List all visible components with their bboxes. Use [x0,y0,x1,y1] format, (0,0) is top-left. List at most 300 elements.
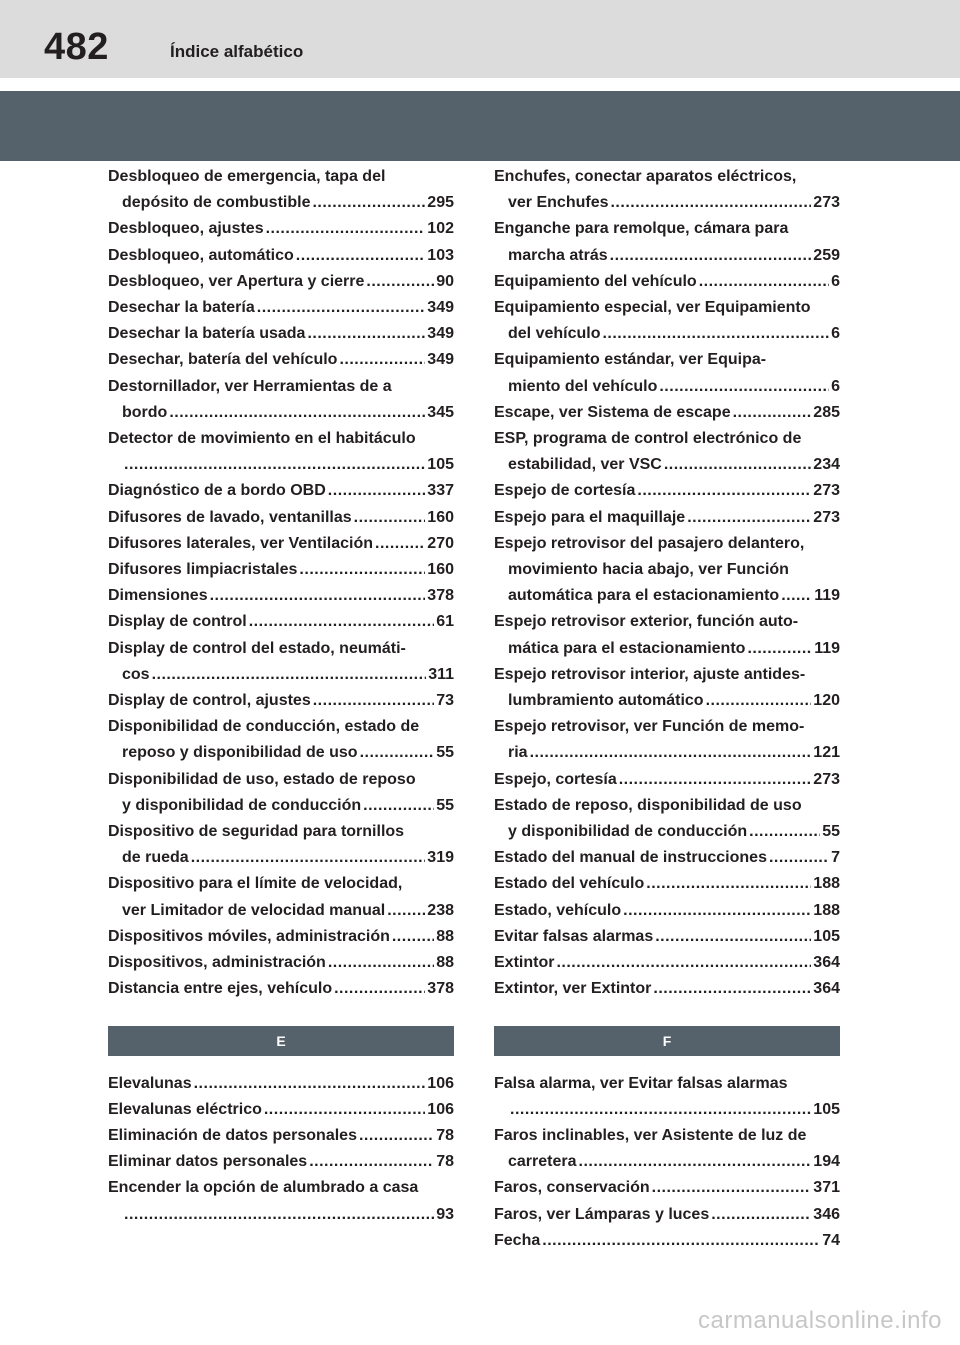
index-entry-text: del vehículo [508,325,601,343]
index-entry-line [494,924,840,950]
index-entry-text: Desbloqueo, ajustes [108,220,264,238]
index-entry-line [494,400,840,426]
index-entry-text: movimiento hacia abajo, ver Función [508,561,789,579]
index-entry-continuation [494,243,840,269]
index-entry-line [108,216,454,242]
index-entry [494,767,840,793]
index-entry-continuation [494,1097,840,1123]
index-page-number: 319 [427,849,454,867]
index-entry [494,950,840,976]
index-page-number: 55 [436,796,454,814]
dot-leader [556,950,811,976]
dot-leader [749,819,820,845]
index-entry [108,688,454,714]
index-entry [108,714,454,766]
index-entry [494,164,840,216]
dot-leader [659,374,829,400]
index-entry-line [108,1149,454,1175]
index-entry [108,557,454,583]
right-entries [494,164,840,1003]
index-entry-continuation [494,636,840,662]
dot-leader [312,190,425,216]
index-entry [494,924,840,950]
index-entry-line [108,714,454,740]
header-band [0,91,960,161]
index-page-number: 273 [813,194,840,212]
index-page-number: 55 [436,744,454,762]
index-page-number: 90 [436,272,454,290]
index-page-number: 102 [427,220,454,238]
index-entry [108,216,454,242]
index-entry-line [494,164,840,190]
dot-leader [296,243,426,269]
section-header-f: F [494,1026,840,1056]
index-page-number: 88 [436,954,454,972]
index-page-number: 349 [427,325,454,343]
index-entry-line [108,924,454,950]
dot-leader [191,845,426,871]
index-entry [108,1071,454,1097]
index-entry-text: Desechar la batería usada [108,325,306,343]
index-entry [494,478,840,504]
index-entry-line [108,583,454,609]
index-entry-line [108,243,454,269]
index-entry-line [494,976,840,1002]
index-page-number: 188 [813,875,840,893]
index-entry-text: Equipamiento estándar, ver Equipa- [494,351,767,369]
index-page-number: 121 [813,744,840,762]
index-entry [108,609,454,635]
index-page-number: 364 [813,980,840,998]
index-page-number: 273 [813,482,840,500]
dot-leader [354,505,426,531]
index-entry-line [494,531,840,557]
index-entry-text: Espejo para el maquillaje [494,508,686,526]
dot-leader [652,1175,812,1201]
dot-leader [510,1097,811,1123]
index-page-number: 6 [831,272,840,290]
index-entry-line [494,609,840,635]
index-page-number: 119 [814,587,840,605]
index-entry-text: Estado de reposo, disponibilidad de uso [494,796,802,814]
dot-leader [687,505,811,531]
dot-leader [210,583,426,609]
index-entry [108,1175,454,1227]
index-entry [494,426,840,478]
index-entry-text: Difusores limpiacristales [108,561,298,579]
dot-leader [152,662,427,688]
index-page-number: 337 [427,482,454,500]
index-entry [494,662,840,714]
dot-leader [124,452,425,478]
dot-leader [328,950,434,976]
index-entry-text: carretera [508,1153,577,1171]
dot-leader [307,321,425,347]
index-page-number: 93 [436,1205,454,1223]
index-entry [494,898,840,924]
index-entry-text: Extintor, ver Extintor [494,980,652,998]
index-entry [494,1123,840,1175]
index-entry [108,295,454,321]
index-entry-line [494,714,840,740]
index-entry-continuation [494,819,840,845]
index-entry-line [494,1175,840,1201]
index-entry-continuation [108,662,454,688]
index-page-number: 7 [831,849,840,867]
index-entry-text: de rueda [122,849,189,867]
index-entry-text: depósito de combustible [122,194,311,212]
index-entry-line [494,950,840,976]
index-page-number: 160 [427,508,454,526]
index-entry-text: Encender la opción de alumbrado a casa [108,1179,419,1197]
index-entry-text: Dispositivo de seguridad para tornillos [108,823,405,841]
index-entry-continuation [494,321,840,347]
index-entry-continuation [494,557,840,583]
index-page-number: 273 [813,508,840,526]
index-entry-line [108,505,454,531]
index-entry-line [108,636,454,662]
left-column [108,164,454,1228]
index-entry-continuation [108,740,454,766]
index-page-number: 346 [813,1205,840,1223]
dot-leader [646,871,811,897]
index-entry-text: Faros inclinables, ver Asistente de luz de [494,1126,807,1144]
index-page-number: 349 [427,299,454,317]
index-page-number: 349 [427,351,454,369]
index-entry [494,793,840,845]
dot-leader [375,531,425,557]
index-entry [108,819,454,871]
index-entry-continuation [108,452,454,478]
index-entry-line [494,793,840,819]
dot-leader [664,452,811,478]
index-entry-line [494,478,840,504]
index-entry-continuation [494,1149,840,1175]
index-entry-line [108,1071,454,1097]
index-entry-line [494,295,840,321]
index-entry-text: Escape, ver Sistema de escape [494,403,731,421]
index-entry [494,400,840,426]
index-entry-text: Evitar falsas alarmas [494,927,654,945]
dot-leader [266,216,426,242]
index-entry-line [494,1071,840,1097]
index-entry-line [108,374,454,400]
dot-leader [328,478,426,504]
index-page-number: 311 [428,665,454,683]
index-entry-line [494,505,840,531]
dot-leader [610,243,812,269]
index-entry-line [108,478,454,504]
index-entry [494,871,840,897]
index-entry-line [494,1228,840,1254]
index-entry-text: Estado, vehículo [494,901,622,919]
page-header-bar [0,0,960,78]
index-entry-text: Espejo retrovisor del pasajero delantero, [494,534,805,552]
index-page-number: 295 [427,194,454,212]
index-page-number: 238 [427,901,454,919]
dot-leader [334,976,425,1002]
index-entry [108,164,454,216]
index-entry [108,505,454,531]
index-entry-text: Elevalunas eléctrico [108,1100,262,1118]
dot-leader [313,688,434,714]
page-number: 482 [44,26,109,68]
index-entry-text: Enchufes, conectar aparatos eléctricos, [494,168,797,185]
index-page-number: 74 [822,1231,840,1249]
index-entry-line [108,1097,454,1123]
index-entry-line [494,1202,840,1228]
index-entry-text: Dispositivos, administración [108,954,326,972]
index-entry-text: Espejo, cortesía [494,770,617,788]
index-entry-text: Estado del manual de instrucciones [494,849,767,867]
index-entry [494,295,840,347]
dot-leader [623,898,811,924]
index-page-number: 6 [831,377,840,395]
index-entry [108,976,454,1002]
index-entry-text: Dispositivo para el límite de velocidad, [108,875,403,893]
index-entry-text: cos [122,665,150,683]
index-page-number: 345 [427,403,454,421]
dot-leader [366,269,434,295]
dot-leader [602,321,829,347]
index-page-number: 61 [436,613,454,631]
index-entry [108,1149,454,1175]
index-entry-text: Eliminar datos personales [108,1153,308,1171]
dot-leader [339,347,425,373]
index-entry-text: Elevalunas [108,1074,192,1092]
index-entry-text: Falsa alarma, ver Evitar falsas alarmas [494,1074,788,1092]
index-page-number: 106 [427,1074,454,1092]
index-entry [108,1123,454,1149]
index-entry-line [108,321,454,347]
dot-leader [619,767,812,793]
index-entry-text: Disponibilidad de conducción, estado de [108,718,420,736]
index-entry [494,714,840,766]
index-entry [494,347,840,399]
index-page-number: 55 [822,823,840,841]
index-entry-line [494,216,840,242]
index-entry [494,505,840,531]
index-entry-continuation [494,374,840,400]
index-entry-line [108,767,454,793]
index-entry-line [108,609,454,635]
dot-leader [264,1097,425,1123]
index-entry-line [108,557,454,583]
dot-leader [769,845,829,871]
index-entry-line [108,976,454,1002]
index-entry [108,924,454,950]
dot-leader [124,1202,434,1228]
index-entry-line [108,531,454,557]
index-entry-continuation [494,688,840,714]
index-page-number: 106 [427,1100,454,1118]
index-entry-text: Destornillador, ver Herramientas de a [108,377,392,395]
index-entry [494,845,840,871]
section-header-e: E [108,1026,454,1056]
index-entry-line [108,164,454,190]
index-entry-line [108,1123,454,1149]
index-page-number: 378 [427,980,454,998]
index-entry-text: Display de control [108,613,247,631]
index-entry-line [494,269,840,295]
index-entry [494,216,840,268]
index-entry-text: y disponibilidad de conducción [508,823,748,841]
dot-leader [747,636,812,662]
index-entry-line [108,347,454,373]
index-entry [494,609,840,661]
index-page-number: 78 [436,1153,454,1171]
index-entry [494,976,840,1002]
index-entry-text: mática para el estacionamiento [508,639,746,657]
index-entry-text: bordo [122,403,168,421]
index-entry-text: lumbramiento automático [508,692,704,710]
right-column [494,164,840,1254]
index-page-number: 234 [813,456,840,474]
index-entry-text: Display de control del estado, neumáti- [108,639,406,657]
index-page-number: 270 [427,534,454,552]
index-entry [108,767,454,819]
index-page-number: 378 [427,587,454,605]
index-entry-text: ESP, programa de control electrónico de [494,430,802,448]
index-entry-line [108,819,454,845]
dot-leader [257,295,426,321]
index-entry-text: ria [508,744,528,762]
index-entry-text: Equipamiento especial, ver Equipamiento [494,299,811,317]
index-entry-text: Desbloqueo, ver Apertura y cierre [108,272,365,290]
dot-leader [363,793,434,819]
index-entry [108,374,454,426]
index-entry [108,531,454,557]
index-entry-line [108,295,454,321]
dot-leader [706,688,812,714]
dot-leader [392,924,434,950]
index-entry-text: Desbloqueo de emergencia, tapa del [108,168,386,185]
index-entry-continuation [108,1202,454,1228]
index-entry-text: Faros, ver Lámparas y luces [494,1205,710,1223]
index-entry-continuation [494,452,840,478]
index-entry [108,871,454,923]
index-page-number: 273 [813,770,840,788]
index-page-number: 119 [814,639,840,657]
index-entry-text: Fecha [494,1231,541,1249]
dot-leader [309,1149,434,1175]
index-entry-text: y disponibilidad de conducción [122,796,362,814]
index-entry-line [494,347,840,373]
left-section-entries [108,1071,454,1228]
index-entry [108,1097,454,1123]
index-entry-continuation [108,190,454,216]
index-entry-text: Espejo de cortesía [494,482,636,500]
index-entry-text: Dispositivos móviles, administración [108,927,390,945]
dot-leader [530,740,812,766]
index-entry [494,269,840,295]
index-entry-text: Desechar la batería [108,299,255,317]
index-page-number: 6 [831,325,840,343]
dot-leader [249,609,435,635]
index-entry-line [494,871,840,897]
dot-leader [169,400,425,426]
dot-leader [360,740,435,766]
index-entry-line [494,898,840,924]
index-entry-text: Detector de movimiento en el habitáculo [108,430,416,448]
index-entry-text: Extintor [494,954,555,972]
dot-leader [699,269,829,295]
index-entry [494,1202,840,1228]
index-entry [108,478,454,504]
index-entry [108,243,454,269]
index-page-number: 105 [427,456,454,474]
index-entry-text: Difusores laterales, ver Ventilación [108,534,374,552]
dot-leader [194,1071,426,1097]
index-entry [108,583,454,609]
index-entry-text: Equipamiento del vehículo [494,272,697,290]
index-entry-text: ver Limitador de velocidad manual [122,901,386,919]
index-page-number: 73 [436,692,454,710]
index-entry-line [494,1123,840,1149]
index-page-number: 285 [813,403,840,421]
dot-leader [711,1202,811,1228]
index-page-number: 194 [813,1153,840,1171]
index-entry-text: Faros, conservación [494,1179,650,1197]
index-entry-text: Desechar, batería del vehículo [108,351,338,369]
index-entry-text: Diagnóstico de a bordo OBD [108,482,326,500]
index-page-number: 120 [813,692,840,710]
index-entry-line [494,767,840,793]
index-entry-text: reposo y disponibilidad de uso [122,744,358,762]
index-entry [108,950,454,976]
dot-leader [655,924,811,950]
index-entry-continuation [494,740,840,766]
index-page-number: 371 [813,1179,840,1197]
page-title: Índice alfabético [170,42,304,61]
index-entry-text: Dimensiones [108,587,208,605]
index-entry-text: ver Enchufes [508,194,609,212]
index-page-number: 105 [813,927,840,945]
index-entry-line [108,688,454,714]
index-entry-line [494,662,840,688]
index-page-number: 259 [813,246,840,264]
index-entry-text: Estado del vehículo [494,875,645,893]
index-entry-continuation [108,400,454,426]
index-entry-text: Enganche para remolque, cámara para [494,220,789,238]
dot-leader [299,557,425,583]
index-page-number: 160 [427,561,454,579]
index-entry-line [108,269,454,295]
index-page-number: 88 [436,927,454,945]
right-section-entries [494,1071,840,1254]
index-entry [108,636,454,688]
index-entry-line [108,871,454,897]
index-entry-text: Distancia entre ejes, vehículo [108,980,333,998]
index-entry [494,531,840,610]
index-entry-text: Espejo retrovisor, ver Función de memo- [494,718,805,736]
index-entry-continuation [494,583,840,609]
index-page-number: 105 [813,1100,840,1118]
index-entry [494,1071,840,1123]
index-entry-text: automática para el estacionamiento [508,587,780,605]
dot-leader [781,583,812,609]
index-entry-line [108,1175,454,1201]
dot-leader [610,190,811,216]
index-entry [108,321,454,347]
dot-leader [733,400,812,426]
dot-leader [653,976,811,1002]
left-entries [108,164,454,1003]
index-page-number: 364 [813,954,840,972]
index-entry-line [108,426,454,452]
index-entry-text: Espejo retrovisor exterior, función auto- [494,613,799,631]
index-entry-line [494,845,840,871]
